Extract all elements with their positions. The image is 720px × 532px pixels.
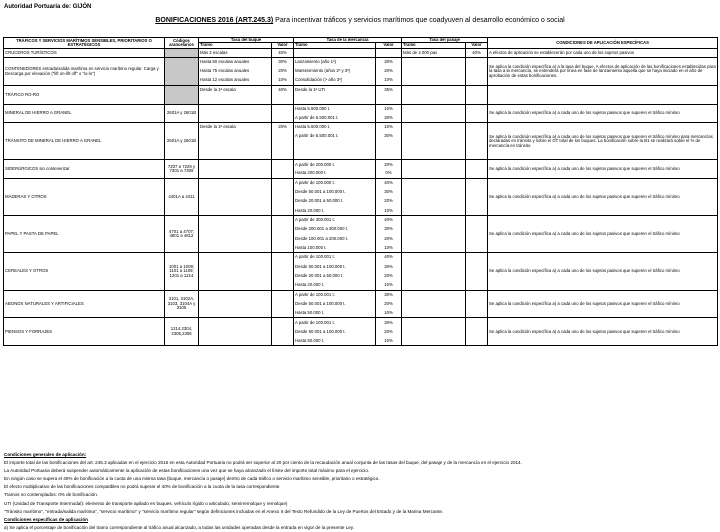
goods-valor: 10% [376,206,402,215]
pax-valor [466,290,488,299]
pax-tramo [402,253,466,262]
ship-tramo: Más 2 escalas [199,48,272,57]
goods-valor: 10% [376,281,402,290]
ship-tramo: Desde la 1ª escala [199,123,272,132]
ship-tramo [199,197,272,206]
pax-valor [466,244,488,253]
pax-valor [466,76,488,85]
goods-valor [376,95,402,104]
ship-valor [272,299,294,308]
goods-valor: 20% [376,234,402,243]
table-row [4,86,718,95]
goods-valor: 20% [376,197,402,206]
goods-valor [376,151,402,160]
ship-tramo [199,327,272,336]
goods-valor: 20% [376,299,402,308]
col-pax-valor: Valor [466,43,488,48]
ship-tramo [199,169,272,178]
conditions-section [4,451,716,532]
table-row [4,160,718,169]
goods-tramo: Lanzamiento (año 1º) [294,58,376,67]
pax-valor [466,178,488,187]
general-condition: El importe total de las bonificaciones del art. 245.3 aplicadas en el ejercicio 2016 en esta Autoridad Portuaria no podrá ser superior al 20 por ciento de la recaudación anual conjunta de las tasas del buque, del pasaje y de la mercancía en el ejercicio 2014. [4,460,522,466]
pax-tramo [402,281,466,290]
pax-tramo [402,309,466,318]
pax-valor [466,141,488,150]
pax-valor [466,104,488,113]
table-row [4,290,718,299]
ship-tramo [199,188,272,197]
pax-tramo [402,197,466,206]
pax-valor [466,132,488,141]
tariff-codes: 4401A a 4411 [165,178,199,215]
pax-tramo [402,206,466,215]
goods-tramo [294,95,376,104]
goods-valor: 0% [376,169,402,178]
ship-valor [272,290,294,299]
goods-tramo: Hasta 200.000 t. [294,169,376,178]
general-list [4,459,716,516]
ship-valor [272,309,294,318]
goods-tramo: Desde 50.001 a 100.000 t. [294,262,376,271]
ship-valor [272,318,294,327]
goods-tramo: Hasta 20.000 t. [294,206,376,215]
goods-valor: 20% [376,67,402,76]
goods-tramo: Consolidación (> año 3º) [294,76,376,85]
ship-valor [272,95,294,104]
tariff-codes: 7207 a 7229 y 7301 a 7309 [165,160,199,179]
table-row [4,104,718,113]
col-goods: Tasa de la mercancía [294,38,402,43]
col-ship: Tasa del buque [199,38,294,43]
general-condition: Tramos no contemplados: 0% de bonificación. [4,492,99,498]
traffic-name: MINERAL DE HIERRO A GRANEL [4,104,165,123]
ship-tramo [199,262,272,271]
general-condition: UTI (Unidad de Transporte Intermodal): elemento de transporte apilado en buques, vehículo rígido o articulado, semirremolque y remolque) [4,500,288,506]
col-ship-valor: Valor [272,43,294,48]
goods-valor: 30% [376,262,402,271]
traffic-name: PAPEL Y PASTA DE PAPEL [4,216,165,253]
goods-tramo: Hasta 5.500.000 t. [294,104,376,113]
ship-valor [272,271,294,280]
goods-valor: 20% [376,160,402,169]
goods-tramo [294,151,376,160]
ship-tramo [199,244,272,253]
ship-tramo [199,151,272,160]
general-condition: "Tránsito marítimo", "entrada/salida marítima", "servicio marítimo" y "servicio marítimo regular" según definiciones incluidas en el Anexo II del Texto Refundido de la Ley de Puertos del Estado y de la Marina Mercante. [4,508,444,514]
pax-tramo: Más de 2.000 pax [402,48,466,57]
ship-valor: 40% [272,86,294,95]
ship-valor [272,151,294,160]
ship-tramo [199,309,272,318]
pax-tramo [402,104,466,113]
ship-valor [272,281,294,290]
traffic-name: SIDERÚRGICOS sin contenerizar [4,160,165,179]
ship-valor: 20% [272,123,294,132]
col-codes: Códigos arancelarios [165,38,199,49]
ship-tramo: Desde la 1ª escala [199,86,272,95]
goods-valor: 20% [376,327,402,336]
page-title [0,17,720,24]
traffic-name: CEREALES Y OTROS [4,253,165,290]
conditions-cell: Se aplica la condición específica a) a cada uno de los sujetos pasivos que superen el tráfico mínimo [488,160,718,179]
ship-valor [272,337,294,346]
pax-tramo [402,271,466,280]
ship-valor: 10% [272,76,294,85]
ship-tramo [199,299,272,308]
tariff-codes: 3101, 3102A, 3103, 3104A y 3105 [165,290,199,318]
authority-header: Autoridad Portuaria de: GIJÓN [4,4,92,10]
ship-tramo [199,141,272,150]
goods-valor: 30% [376,132,402,141]
ship-valor: 20% [272,67,294,76]
goods-tramo: A partir de 200.000 t. [294,160,376,169]
ship-valor [272,178,294,187]
ship-tramo [199,253,272,262]
traffic-name: CRUCEROS TURÍSTICOS [4,48,165,57]
tariff-codes: 1001 a 1008; 1101 a 1109; 1201 a 1214 [165,253,199,290]
goods-valor: 10% [376,104,402,113]
pax-valor [466,95,488,104]
ship-tramo [199,104,272,113]
goods-valor: 30% [376,58,402,67]
col-goods-valor: Valor [376,43,402,48]
pax-valor [466,327,488,336]
goods-tramo: A partir de 100.001 t. [294,253,376,262]
pax-tramo [402,225,466,234]
table-row [4,178,718,187]
goods-tramo: Desde 50.001 a 100.000 t. [294,327,376,336]
pax-tramo [402,244,466,253]
pax-valor [466,113,488,122]
goods-tramo: Hasta 20.000 t. [294,281,376,290]
ship-valor [272,104,294,113]
pax-valor [466,123,488,132]
ship-valor [272,262,294,271]
goods-tramo: Desde 20.001 a 50.000 t. [294,271,376,280]
pax-valor [466,337,488,346]
pax-valor [466,188,488,197]
tariff-codes: 1214,2304, 2305,2306 [165,318,199,346]
goods-valor: 35% [376,86,402,95]
goods-tramo: Desde 50.001 a 100.000 t. [294,188,376,197]
ship-tramo [199,132,272,141]
ship-valor [272,234,294,243]
goods-tramo: A partir de 100.001 t. [294,290,376,299]
conditions-cell: Se aplica la condición específica a) a cada uno de los sujetos pasivos que superen el tráfico mínimo [488,318,718,346]
pax-tramo [402,337,466,346]
ship-tramo: Hasta 12 escalas anuales [199,76,272,85]
ship-valor [272,188,294,197]
general-condition: El efecto multiplicativo de las bonificaciones compatibles no podrá superar el 40% de bonificación a la cuota de la tasa correspondiente. [4,484,281,490]
table-row [4,123,718,132]
goods-tramo: A partir de 100.001 t. [294,318,376,327]
goods-tramo [294,141,376,150]
goods-valor: 40% [376,216,402,225]
goods-valor: 30% [376,113,402,122]
ship-tramo [199,95,272,104]
goods-valor: 10% [376,76,402,85]
ship-valor [272,132,294,141]
pax-valor: 40% [466,48,488,57]
ship-tramo [199,290,272,299]
conditions-cell: Se aplica la condición específica a) a cada uno de los sujetos pasivos que superen el tráfico mínimo para mercancías declaradas en tránsito y sobre el GT total de los buques. La bonificación sobre la B1 se realizará sobre el % de mercancía en tránsito [488,123,718,160]
ship-valor [272,253,294,262]
title-rest: Para incentivar tráficos y servicios marítimos que coadyuven al desarrollo económico o social [273,17,565,24]
conditions-cell: Se aplica la condición específica a) a cada uno de los sujetos pasivos que superen el tráfico mínimo [488,216,718,253]
tariff-codes: 4701 a 4707; 4801 a 4812 [165,216,199,253]
table-row [4,318,718,327]
pax-tramo [402,216,466,225]
pax-valor [466,160,488,169]
goods-tramo: Desde la 1ª UTI [294,86,376,95]
pax-valor [466,169,488,178]
goods-tramo: Hasta 50.000 t. [294,337,376,346]
tariff-codes: 2601A y 2601B [165,123,199,160]
specific-list [4,524,716,532]
pax-tramo [402,290,466,299]
col-pax-tramo: Tramo [402,43,466,48]
goods-valor: 10% [376,244,402,253]
traffic-name: CONTENEDORES entrada/salida marítima en servicio marítimo regular. Carga y Descarga por elevación ("lift on-lift off" o "lo-lo") [4,58,165,86]
pax-tramo [402,327,466,336]
pax-valor [466,309,488,318]
pax-tramo [402,123,466,132]
goods-tramo: Hasta 5.500.000 t. [294,123,376,132]
goods-valor [376,48,402,57]
tariff-codes: 2601A y 2601B [165,104,199,123]
traffic-name: MADERAS Y OTROS [4,178,165,215]
ship-valor [272,225,294,234]
conditions-cell: Se aplica la condición específica a) a la tasa del buque. A efectos de aplicación de las bonificaciones establecidas para la tasa a la mercancía, se entenderá por línea en fase de lanzamiento aquella que se haya iniciado en el año de aprobación de estas bonificaciones. [488,58,718,86]
pax-tramo [402,188,466,197]
pax-valor [466,271,488,280]
pax-valor [466,281,488,290]
ship-tramo [199,206,272,215]
pax-valor [466,67,488,76]
pax-tramo [402,318,466,327]
bonus-table [3,37,718,346]
goods-valor: 40% [376,178,402,187]
goods-tramo [294,48,376,57]
goods-valor: 30% [376,225,402,234]
goods-tramo: Mantenimiento (años 2º y 3º) [294,67,376,76]
ship-tramo [199,225,272,234]
goods-tramo: Desde 100.001 a 200.000 t. [294,234,376,243]
goods-valor: 10% [376,123,402,132]
pax-tramo [402,234,466,243]
traffic-name: TRÁNSITO DE MINERAL DE HIERRO A GRANEL [4,123,165,160]
general-heading: Condiciones generales de aplicación: [4,452,87,457]
ship-valor [272,216,294,225]
ship-tramo [199,216,272,225]
pax-tramo [402,178,466,187]
ship-valor [272,113,294,122]
specific-condition: a) Se aplica el porcentaje de bonificación del tramo correspondiente al tráfico anual alcanzado, a todas las unidades operadas desde la entrada en vigor de la presente Ley. [4,524,355,530]
ship-tramo [199,271,272,280]
general-condition: La Autoridad Portuaria deberá suspender automáticamente la aplicación de estas bonificaciones una vez que se haya alcanzado el límite del importe total máximo para el ejercicio. [4,468,370,474]
pax-valor [466,253,488,262]
conditions-cell: Se aplica la condición específica a) a cada uno de los sujetos pasivos que superen el tráfico mínimo [488,253,718,290]
ship-valor [272,244,294,253]
ship-tramo [199,113,272,122]
table-row [4,58,718,67]
tariff-codes [165,48,199,57]
conditions-cell [488,86,718,105]
goods-tramo: Desde 20.001 a 50.000 t. [294,197,376,206]
pax-valor [466,318,488,327]
tariff-codes [165,58,199,86]
goods-tramo: Desde 200.001 a 300.000 t. [294,225,376,234]
goods-valor: 20% [376,271,402,280]
goods-tramo: A partir de 100.000 t. [294,178,376,187]
col-passenger: Tasa del pasaje [402,38,488,43]
col-traffic: TRÁFICOS Y SERVICIOS MARÍTIMOS SENSIBLES, PRIORITARIOS O ESTRATÉGICOS [4,38,165,49]
ship-tramo [199,160,272,169]
ship-valor [272,327,294,336]
pax-valor [466,216,488,225]
pax-tramo [402,262,466,271]
ship-valor [272,206,294,215]
goods-valor: 40% [376,253,402,262]
conditions-cell: Se aplica la condición específica a) a cada uno de los sujetos pasivos que superen el tráfico mínimo [488,104,718,123]
goods-tramo: A partir de 5.500.001 t. [294,113,376,122]
table-row [4,216,718,225]
goods-valor: 10% [376,337,402,346]
col-goods-tramo: Tramo [294,43,376,48]
goods-tramo: A partir de 300.001 t. [294,216,376,225]
goods-valor: 10% [376,309,402,318]
pax-tramo [402,169,466,178]
ship-tramo: Hasta 50 escalas anuales [199,58,272,67]
goods-tramo: Hasta 50.000 t. [294,309,376,318]
pax-tramo [402,160,466,169]
title-bold: BONIFICACIONES 2016 (ART.245.3) [155,17,274,24]
pax-tramo [402,86,466,95]
goods-tramo: Desde 50.001 a 100.000 t. [294,299,376,308]
pax-tramo [402,151,466,160]
conditions-cell: A efectos de aplicación se establecerán por cada uno de los sujetos pasivos [488,48,718,57]
goods-valor: 30% [376,318,402,327]
pax-tramo [402,67,466,76]
ship-valor [272,169,294,178]
pax-tramo [402,58,466,67]
traffic-name: PIENSOS Y FORRAJES [4,318,165,346]
pax-valor [466,234,488,243]
col-conditions: CONDICIONES DE APLICACIÓN ESPECÍFICAS [488,38,718,49]
conditions-cell: Se aplica la condición específica a) a cada uno de los sujetos pasivos que superen el tráfico mínimo [488,178,718,215]
ship-tramo [199,337,272,346]
ship-valor [272,141,294,150]
ship-tramo: Hasta 75 escalas anuales [199,67,272,76]
table-body [4,48,718,346]
ship-tramo [199,281,272,290]
pax-tramo [402,76,466,85]
ship-valor: 40% [272,48,294,57]
pax-valor [466,225,488,234]
pax-tramo [402,141,466,150]
pax-valor [466,262,488,271]
ship-valor [272,160,294,169]
pax-tramo [402,113,466,122]
pax-tramo [402,132,466,141]
tariff-codes [165,86,199,105]
pax-valor [466,197,488,206]
goods-valor [376,141,402,150]
pax-valor [466,86,488,95]
ship-tramo [199,178,272,187]
col-ship-tramo: Tramo [199,43,272,48]
general-condition: En ningún caso se supera el 40% de bonificación a la cuota de una misma tasa (buque, mercancía o pasaje) dentro de cada tráfico o servicio marítimo sensible, prioritario o estratégico. [4,476,380,482]
ship-tramo [199,234,272,243]
ship-valor: 30% [272,58,294,67]
goods-valor: 30% [376,188,402,197]
pax-valor [466,58,488,67]
pax-valor [466,299,488,308]
ship-valor [272,197,294,206]
goods-valor: 30% [376,290,402,299]
pax-valor [466,206,488,215]
pax-tramo [402,95,466,104]
table-row [4,253,718,262]
ship-tramo [199,318,272,327]
pax-valor [466,151,488,160]
pax-tramo [402,299,466,308]
goods-tramo: A partir de 5.500.001 t. [294,132,376,141]
table-row [4,48,718,57]
goods-tramo: Hasta 100.000 t. [294,244,376,253]
conditions-cell: Se aplica la condición específica a) a cada uno de los sujetos pasivos que superen el tráfico mínimo [488,290,718,318]
traffic-name: ABONOS NATURALES Y ARTIFICIALES [4,290,165,318]
specific-heading: Condiciones específicas de aplicación [4,516,88,522]
traffic-name: TRÁFICO RO-RO [4,86,165,105]
